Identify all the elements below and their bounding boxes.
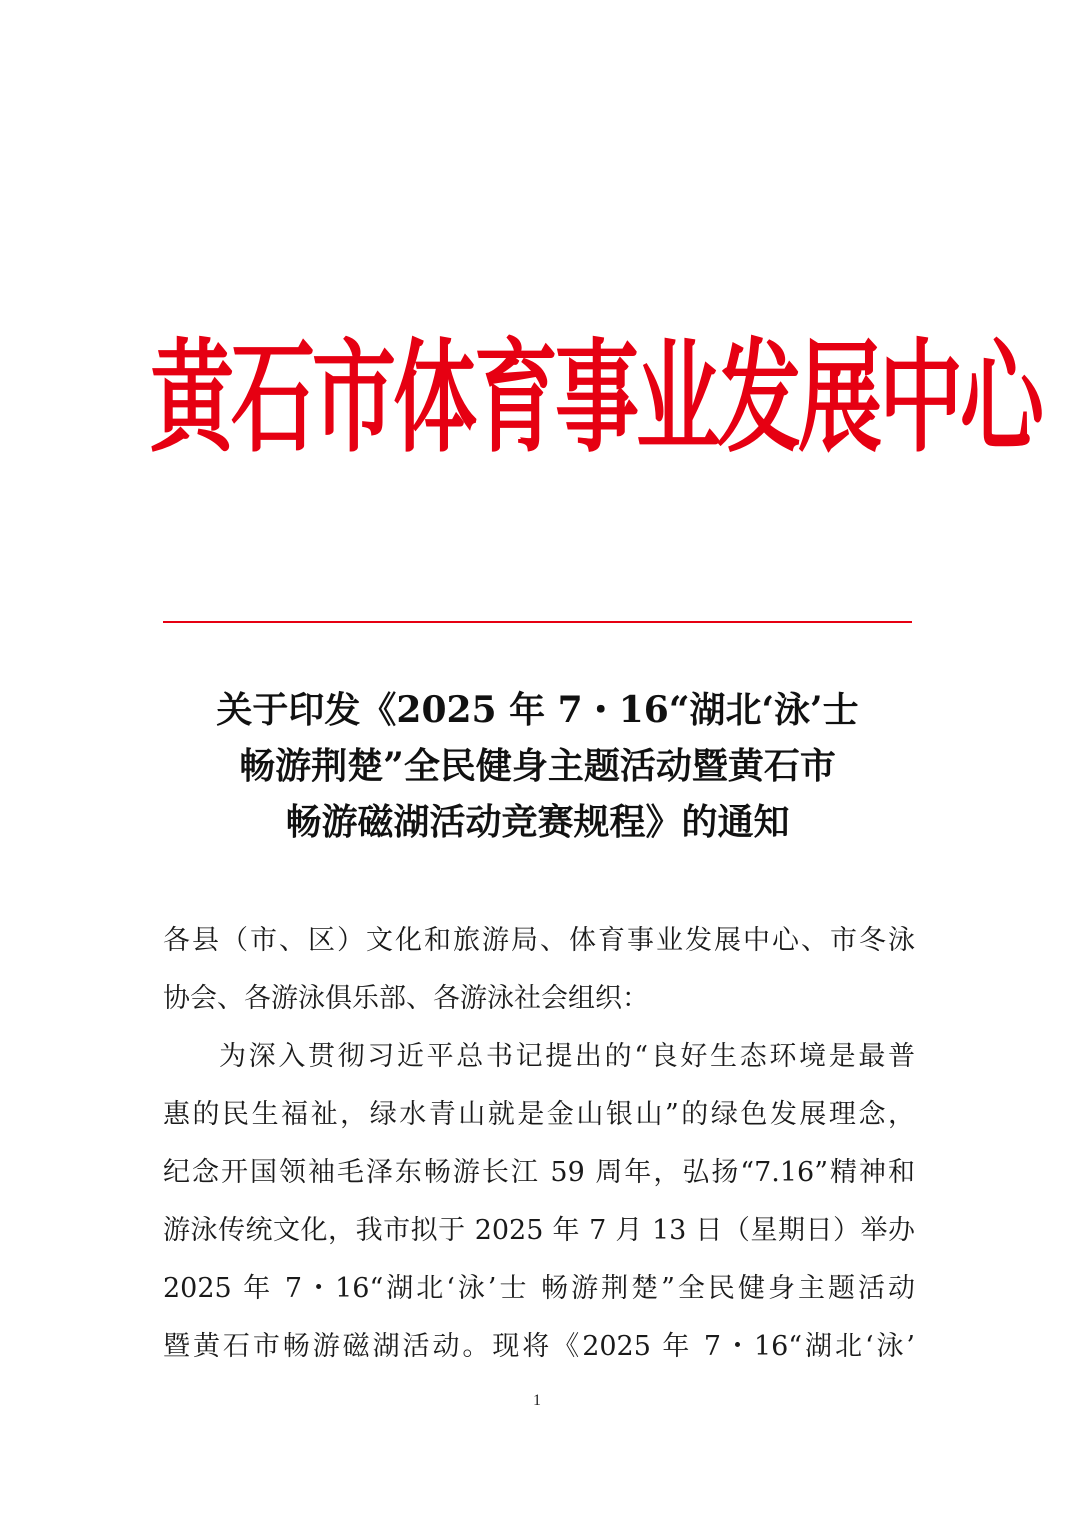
salutation-line: 协会、各游泳俱乐部、各游泳社会组织： <box>163 983 649 1014</box>
document-title <box>150 682 925 850</box>
org-letterhead: 黄石市体育事业发展中心 <box>150 325 1042 470</box>
title-line: 关于印发《2025 年 7・16“湖北‘泳’士 <box>216 689 859 731</box>
paragraph-line: 暨黄石市畅游磁湖活动。现将《2025 年 7・16“湖北‘泳’ <box>163 1331 915 1362</box>
paragraph-line: 纪念开国领袖毛泽东畅游长江 59 周年，弘扬“7.16”精神和 <box>163 1157 915 1188</box>
page-number: 1 <box>533 1392 541 1409</box>
title-line: 畅游荆楚”全民健身主题活动暨黄石市 <box>239 745 836 787</box>
document-body <box>163 912 915 1376</box>
title-line: 畅游磁湖活动竞赛规程》的通知 <box>285 801 790 843</box>
paragraph-line: 为深入贯彻习近平总书记提出的“良好生态环境是最普 <box>219 1041 915 1072</box>
red-separator-rule <box>163 621 912 623</box>
paragraph-line: 2025 年 7・16“湖北‘泳’士 畅游荆楚”全民健身主题活动 <box>163 1273 915 1304</box>
paragraph-line: 游泳传统文化，我市拟于 2025 年 7 月 13 日（星期日）举办 <box>163 1215 915 1246</box>
salutation-line: 各县（市、区）文化和旅游局、体育事业发展中心、市冬泳 <box>163 925 915 956</box>
paragraph-line: 惠的民生福祉，绿水青山就是金山银山”的绿色发展理念， <box>163 1099 915 1130</box>
